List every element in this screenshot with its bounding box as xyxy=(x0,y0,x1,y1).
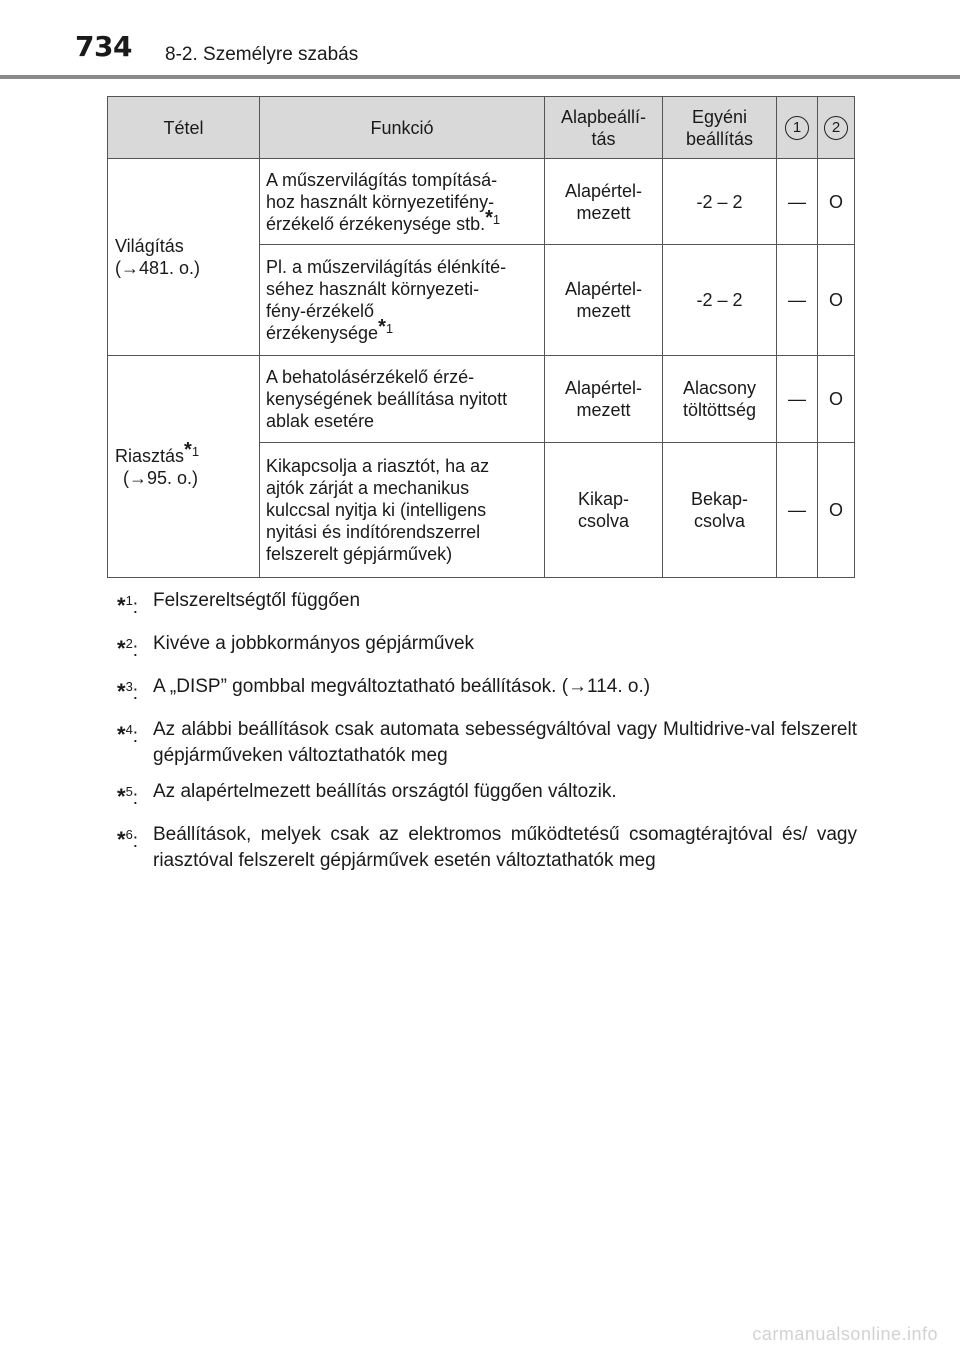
col2-cell: O xyxy=(818,245,855,356)
header-col2 xyxy=(818,97,855,159)
function-cell: A behatolásérzékelő érzé- kenységének beállítása nyitott ablak esetére xyxy=(260,356,545,443)
col1-cell: — xyxy=(777,443,818,578)
col1-cell: — xyxy=(777,356,818,443)
footnote: *$^5$: Az alapértelmezett beállítás országtól függően változik. xyxy=(117,781,617,809)
table-header-row xyxy=(108,97,855,159)
footnote: *$^4$: Az alábbi beállítások csak automata sebességváltóval vagy Multidrive-val felszerelt gépjárműveken változtathatók meg xyxy=(117,719,857,766)
item-label: Riasztás xyxy=(115,445,185,466)
col2-cell: O xyxy=(818,159,855,245)
page-number: 734 xyxy=(75,30,132,63)
col2-cell: O xyxy=(818,356,855,443)
function-cell: Kikapcsolja a riasztót, ha az ajtók zárját a mechanikus kulccsal nyitja ki (intelligens nyitási és indítórendszerrel felszerelt gépjárművek) xyxy=(260,443,545,578)
custom-cell: Bekap- csolva xyxy=(663,443,777,578)
default-cell: Alapértel- mezett xyxy=(545,356,663,443)
footnote: *$^6$: Beállítások, melyek csak az elektromos működtetésű csomagtérajtóval és/ vagy riasztóval felszerelt gépjárművek esetén változtathatók meg xyxy=(117,824,857,871)
circled-number-1-icon: 1 xyxy=(785,116,809,140)
watermark: carmanualsonline.info xyxy=(752,1324,938,1344)
footnote: *$^3$: A „DISP” gombbal megváltoztatható beállítások. (→114. o.) xyxy=(117,676,651,704)
header-col1 xyxy=(777,97,818,159)
header-function: Funkció xyxy=(260,97,545,159)
footnotes xyxy=(117,588,857,884)
function-cell: A műszervilágítás tompításá- hoz használt környezetifény- érzékelő érzékenysége stb.$^{*1}$ xyxy=(260,159,545,245)
table-row xyxy=(108,159,855,245)
section-title: 8-2. Személyre szabás xyxy=(165,44,359,65)
custom-cell: -2 – 2 xyxy=(663,159,777,245)
circled-number-2-icon: 2 xyxy=(824,116,848,140)
footnote: *$^1$: Felszereltségtől függően xyxy=(117,590,361,618)
function-cell: Pl. a műszervilágítás élénkíté- séhez használt környezeti- fény-érzékelő érzékenysége$^{*1}$ xyxy=(260,245,545,356)
custom-cell: -2 – 2 xyxy=(663,245,777,356)
footnote-marker: *1 xyxy=(184,438,200,461)
footnote: *$^2$: Kivéve a jobbkormányos gépjárművek xyxy=(117,633,475,661)
page-header xyxy=(0,0,960,80)
custom-cell: Alacsony töltöttség xyxy=(663,356,777,443)
col1-cell: — xyxy=(777,159,818,245)
item-alarm xyxy=(108,356,260,578)
header-default: Alapbeállí- tás xyxy=(545,97,663,159)
header-custom: Egyéni beállítás xyxy=(663,97,777,159)
settings-table xyxy=(107,96,855,578)
col2-cell: O xyxy=(818,443,855,578)
table-row xyxy=(108,356,855,443)
footnote-marker: *1 xyxy=(378,316,394,338)
header-item: Tétel xyxy=(108,97,260,159)
default-cell: Alapértel- mezett xyxy=(545,245,663,356)
default-cell: Kikap- csolva xyxy=(545,443,663,578)
item-label: Világítás xyxy=(115,236,184,256)
item-ref: (→95. o.) xyxy=(123,467,199,488)
item-lighting xyxy=(108,159,260,356)
item-ref: (→481. o.) xyxy=(115,258,201,278)
header-rule xyxy=(0,75,960,79)
col1-cell: — xyxy=(777,245,818,356)
default-cell: Alapértel- mezett xyxy=(545,159,663,245)
footnote-marker: *1 xyxy=(485,206,501,229)
